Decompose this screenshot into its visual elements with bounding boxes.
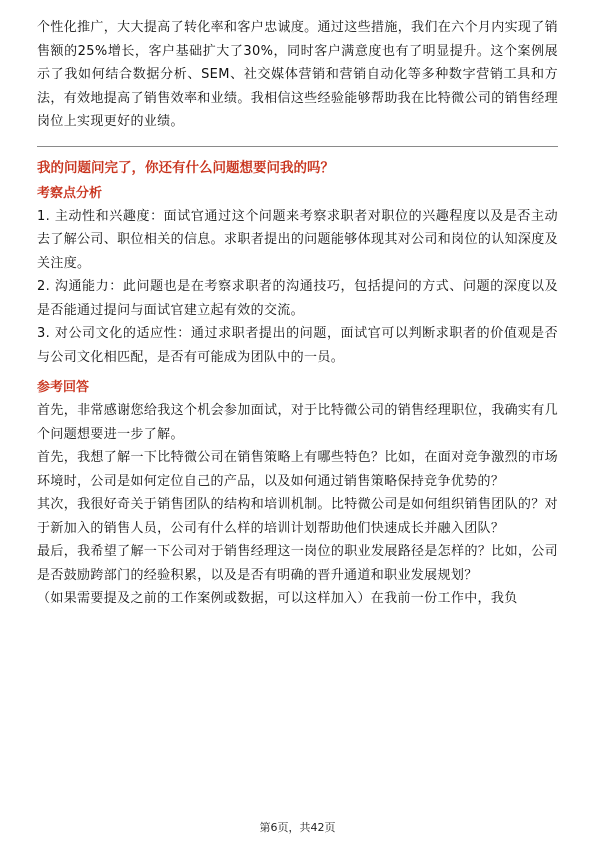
answer-paragraph-4: 最后，我希望了解一下公司对于销售经理这一岗位的职业发展路径是怎样的？比如，公司是否鼓励跨部门的经验积累，以及是否有明确的晋升通道和职业发展规划？ (37, 544, 558, 583)
answer-paragraph-2: 首先，我想了解一下比特微公司在销售策略上有哪些特色？比如，在面对竞争激烈的市场环境时，公司是如何定位自己的产品，以及如何通过销售策略保持竞争优势的？ (37, 450, 558, 489)
section-divider (37, 146, 558, 147)
page-number: 第6页，共42页 (259, 821, 336, 834)
analysis-item-2: 2. 沟通能力：此问题也是在考察求职者的沟通技巧，包括提问的方式、问题的深度以及是否能通过提问与面试官建立起有效的交流。 (37, 279, 558, 318)
question-heading: 我的问题问完了，你还有什么问题想要问我的吗？ (37, 159, 334, 176)
answer-paragraph-3: 其次，我很好奇关于销售团队的结构和培训机制。比特微公司是如何组织销售团队的？对于新加入的销售人员，公司有什么样的培训计划帮助他们快速成长并融入团队？ (37, 497, 558, 536)
answer-paragraph-1: 首先，非常感谢您给我这个机会参加面试，对于比特微公司的销售经理职位，我确实有几个问题想要进一步了解。 (37, 403, 558, 442)
analysis-title: 考察点分析 (37, 185, 103, 201)
spacer (37, 369, 558, 377)
analysis-item-1: 1. 主动性和兴趣度：面试官通过这个问题来考察求职者对职位的兴趣程度以及是否主动去了解公司、职位相关的信息。求职者提出的问题能够体现其对公司和岗位的认知深度及关注度。 (37, 208, 558, 271)
document-page (37, 16, 558, 611)
intro-paragraph: 个性化推广，大大提高了转化率和客户忠诚度。通过这些措施，我们在六个月内实现了销售额的25%增长，客户基础扩大了30%，同时客户满意度也有了明显提升。这个案例展示了我如何结合数据分析、SEM、社交媒体营销和营销自动化等多种数字营销工具和方法，有效地提高了销售效率和业绩。我相信这些经验能够帮助我在比特微公司的销售经理岗位上实现更好的业绩。 (37, 20, 558, 129)
answer-title: 参考回答 (37, 380, 90, 395)
answer-paragraph-5: （如果需要提及之前的工作案例或数据，可以这样加入）在我前一份工作中，我负 (37, 591, 518, 606)
analysis-item-3: 3. 对公司文化的适应性：通过求职者提出的问题，面试官可以判断求职者的价值观是否与公司文化相匹配，是否有可能成为团队中的一员。 (37, 326, 558, 365)
